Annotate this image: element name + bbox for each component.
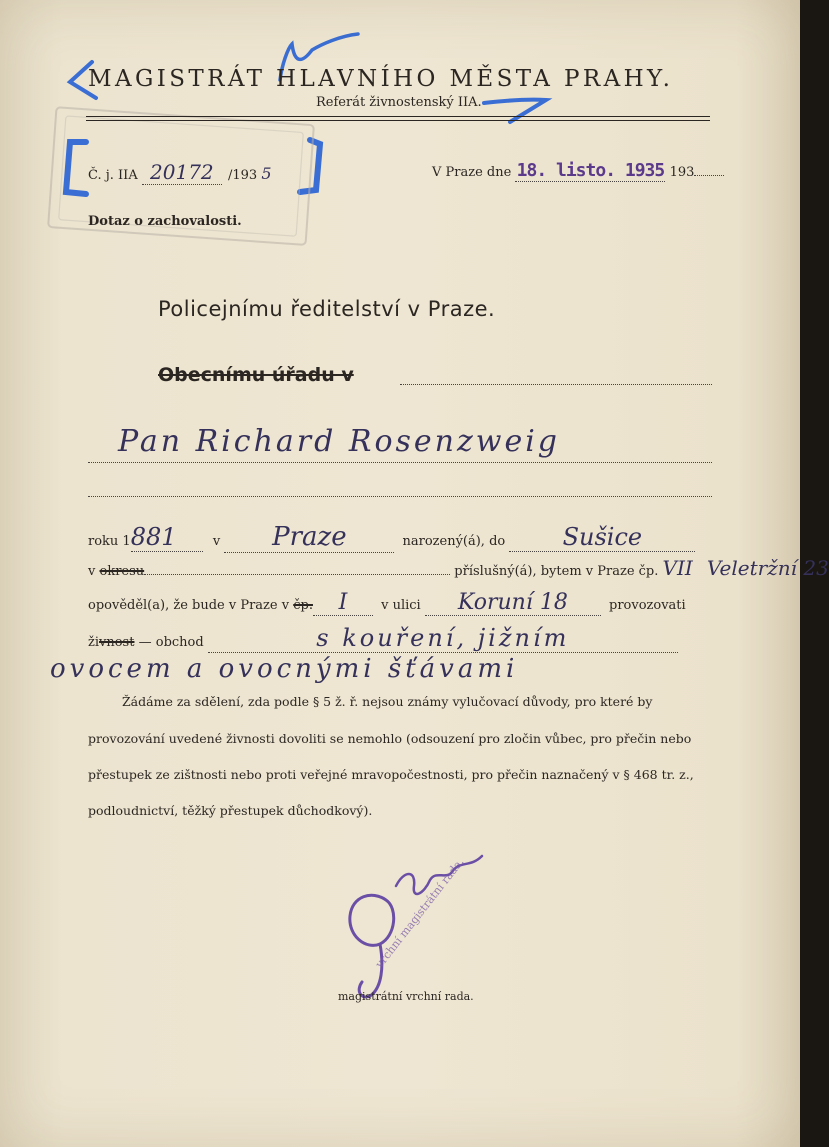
trade-description-2: ovocem a ovocnými šťávami [50,654,519,684]
body-line-1: Žádáme za sdělení, zda podle § 5 ž. ř. nejsou známy vylučovací důvody, pro které by [122,694,653,709]
location: Koruní 18 [425,590,601,616]
zivnost-a: ži [88,635,100,650]
praha-district: I [313,590,373,616]
cp-struck: čp. [293,598,313,613]
okres-v: v [88,564,96,579]
reference-year-suffix: 5 [261,164,272,183]
signature-stamp: vrchní magistrátní rada. [372,855,467,971]
subject-label: Dotaz o zachovalosti. [88,214,242,229]
addressee-alternative: Obecnímu úřadu v [158,364,354,386]
declared-label: opověděl(a), že bude v Praze v [88,598,290,613]
prislusny-label: příslušný(á), bytem v Praze čp. [454,564,659,579]
addressee-primary: Policejnímu ředitelství v Praze. [158,297,496,321]
date-prefix: V Praze dne [432,165,512,180]
born-label: narozený(á), do [402,534,506,549]
office-title: MAGISTRÁT HLAVNÍHO MĚSTA PRAHY. [88,66,674,92]
zivnost-struck: vnost [99,635,135,650]
signature-title: magistrátní vrchní rada. [338,990,474,1003]
reference-line: Č. j. IIA 20172 /193 5 [88,160,272,184]
trade-description-1: s kouření, jižním [208,624,678,653]
okres-struck: okresu [99,564,145,579]
date-stamp: 18. listo. 1935 [516,160,665,181]
street: Veletržní 23 [706,556,829,580]
obchod-label: — obchod [138,635,204,650]
district: VII [662,556,693,580]
reference-number: 20172 [142,160,222,185]
ulici-label: v ulici [381,598,421,613]
body-line-3: přestupek ze zištnosti nebo proti veřejné mravopočestnosti, pro přečin naznačený v § 468 tr. z., [88,767,694,782]
applicant-name: Pan Richard Rosenzweig [118,424,561,459]
provozovati-label: provozovati [609,598,686,613]
birthplace: Praze [224,522,394,553]
body-line-2: provozování uvedené živnosti dovoliti se nemohlo (odsouzení pro zločin vůbec, pro přečin nebo [88,731,692,746]
reference-year-prefix: 193 [232,168,258,183]
birth-year: 881 [131,523,203,552]
date-year-prefix: 193 [669,165,695,180]
body-line-4: podloudnictví, těžký přestupek důchodkový). [88,803,373,818]
department-subtitle: Referát živnostenský IIA. [316,95,482,110]
reference-label: Č. j. IIA [88,168,138,183]
roku-label: roku 1 [88,534,131,549]
v-label: v [212,534,221,549]
domicile: Sušice [509,523,695,552]
